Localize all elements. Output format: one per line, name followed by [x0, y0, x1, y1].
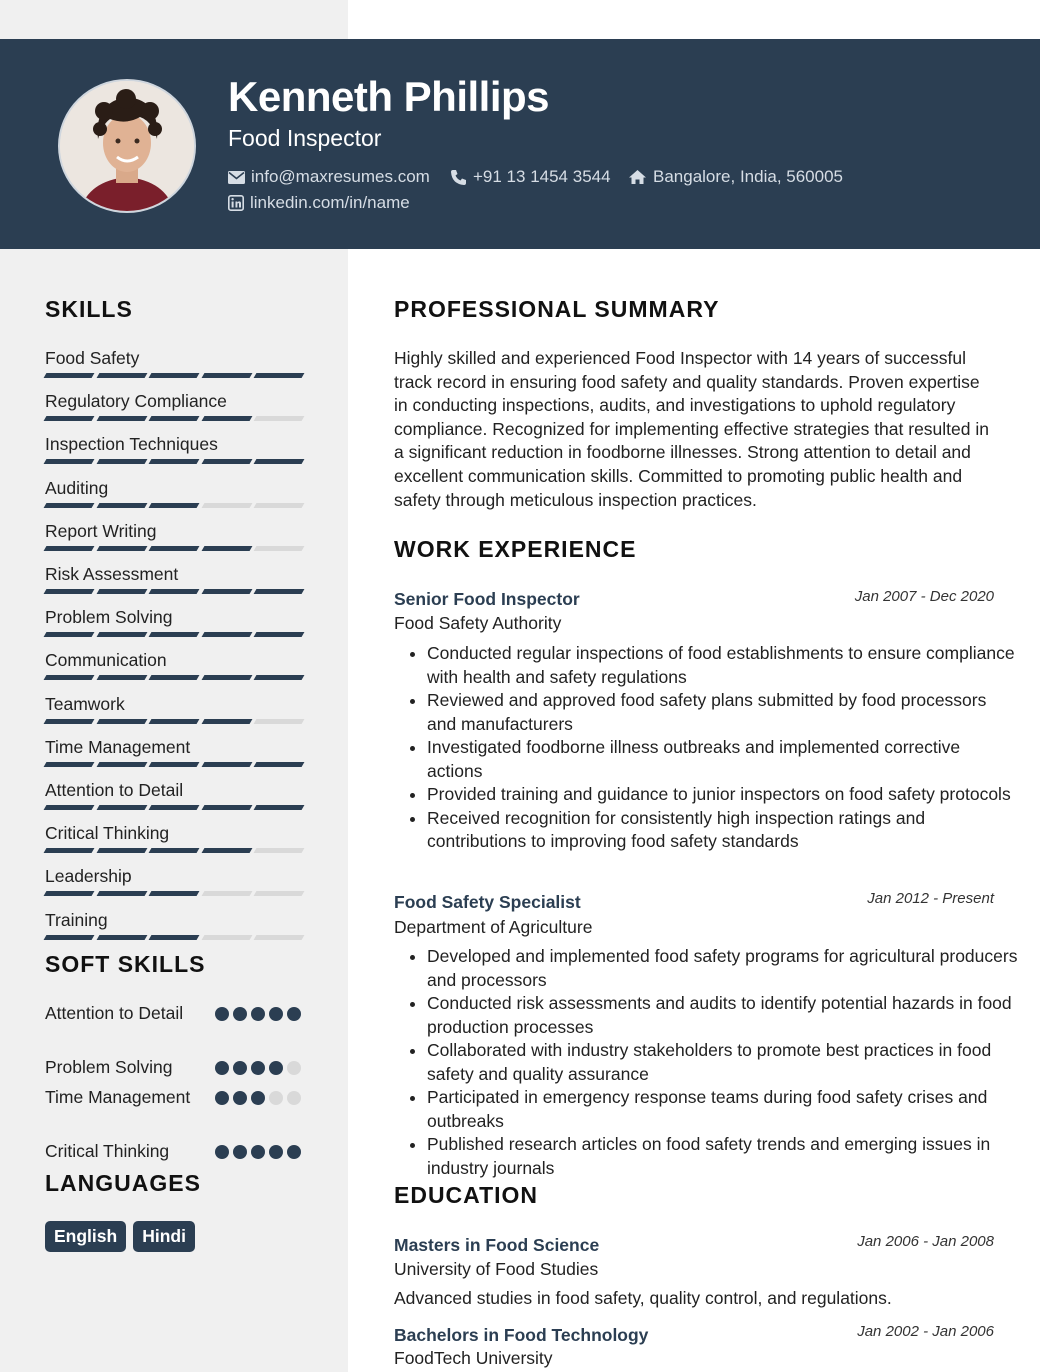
skill-name: Attention to Detail	[45, 780, 184, 800]
skill-name: Communication	[45, 650, 167, 671]
skill-item	[45, 564, 303, 594]
bullet-item: • Collaborated with industry stakeholders to promote best practices in food safety and quality assurance	[427, 1039, 1019, 1086]
rating-segment	[44, 891, 94, 896]
rating-segment	[149, 762, 199, 767]
rating-segment	[254, 891, 304, 896]
skill-item	[45, 694, 303, 724]
rating-dot	[251, 1091, 265, 1105]
rating-segment	[201, 416, 251, 421]
rating-segment	[44, 589, 94, 594]
skill-rating-bar	[45, 546, 303, 551]
rating-segment	[96, 632, 146, 637]
soft-skill-item	[45, 1056, 303, 1079]
soft-skill-rating	[215, 1061, 301, 1075]
rating-segment	[44, 503, 94, 508]
rating-segment	[254, 503, 304, 508]
phone-icon	[450, 169, 467, 186]
rating-segment	[44, 632, 94, 637]
rating-segment	[201, 891, 251, 896]
job-bullets	[404, 945, 1019, 1180]
languages-heading: LANGUAGES	[45, 1170, 201, 1196]
rating-segment	[149, 546, 199, 551]
skill-item	[45, 434, 303, 464]
rating-dot	[269, 1061, 283, 1075]
skill-name: Time Management	[45, 736, 191, 757]
soft-skills-heading: SOFT SKILLS	[45, 951, 206, 977]
skill-name: Training	[45, 909, 108, 930]
skill-rating-bar	[45, 416, 303, 421]
skill-rating-bar	[45, 891, 303, 896]
email-text: info@maxresumes.com	[251, 167, 430, 186]
skill-item	[45, 478, 303, 508]
rating-segment	[44, 416, 94, 421]
soft-skill-item	[45, 1140, 303, 1163]
rating-segment	[201, 805, 251, 810]
rating-dot	[251, 1061, 265, 1075]
skill-rating-bar	[45, 675, 303, 680]
rating-segment	[149, 675, 199, 680]
rating-dot	[269, 1091, 283, 1105]
soft-skill-item	[45, 1002, 303, 1025]
rating-dot	[215, 1007, 229, 1021]
rating-segment	[149, 632, 199, 637]
job-organization: Department of Agriculture	[394, 917, 593, 937]
rating-segment	[201, 546, 251, 551]
soft-skill-rating	[215, 1091, 301, 1105]
rating-segment	[149, 719, 199, 724]
home-icon	[628, 169, 647, 185]
bullet-item: • Published research articles on food safety trends and emerging issues in industry journals	[427, 1133, 1019, 1180]
rating-segment	[149, 589, 199, 594]
skill-rating-bar	[45, 805, 303, 810]
rating-segment	[44, 546, 94, 551]
school-name: University of Food Studies	[394, 1259, 599, 1279]
skill-rating-bar	[45, 503, 303, 508]
rating-segment	[254, 632, 304, 637]
rating-segment	[96, 503, 146, 508]
skill-name: Leadership	[45, 866, 132, 887]
skill-item	[45, 866, 303, 896]
email-contact[interactable]	[228, 167, 430, 187]
rating-segment	[44, 675, 94, 680]
skill-item	[45, 737, 303, 767]
job-date: Jan 2012 - Present	[867, 890, 994, 907]
rating-segment	[96, 719, 146, 724]
rating-dot	[233, 1091, 247, 1105]
skill-rating-bar	[45, 719, 303, 724]
skill-item	[45, 348, 303, 378]
rating-segment	[44, 762, 94, 767]
job-title: Senior Food Inspector	[394, 589, 580, 609]
soft-skill-name: Attention to Detail	[45, 1003, 184, 1023]
bullet-item: • Developed and implemented food safety programs for agricultural producers and processors	[427, 945, 1019, 992]
rating-segment	[254, 762, 304, 767]
rating-segment	[96, 891, 146, 896]
rating-segment	[149, 891, 199, 896]
rating-segment	[254, 719, 304, 724]
rating-dot	[233, 1145, 247, 1159]
avatar-photo	[60, 81, 194, 211]
rating-dot	[287, 1145, 301, 1159]
rating-segment	[201, 589, 251, 594]
education-description: Advanced studies in food safety, quality control, and regulations.	[394, 1288, 892, 1308]
soft-skill-item	[45, 1086, 303, 1109]
rating-dot	[251, 1145, 265, 1159]
rating-dot	[233, 1061, 247, 1075]
rating-segment	[96, 848, 146, 853]
summary-text: Highly skilled and experienced Food Inspector with 14 years of successful track record in ensuring food safety and quality standards. Proven expertise in conducting inspections, audits, and investigations to uphold regulatory compliance. Recognized for implementing effective strategies that resulted in a significant reduction in foodborne illnesses. Strong attention to detail and excellent communication skills. Committed to promoting public health and safety through meticulous inspection practices.	[394, 348, 989, 510]
rating-segment	[254, 848, 304, 853]
rating-segment	[201, 719, 251, 724]
linkedin-contact[interactable]	[228, 193, 410, 213]
rating-segment	[201, 459, 251, 464]
soft-skill-rating	[215, 1145, 301, 1159]
skill-name: Auditing	[45, 477, 109, 498]
rating-segment	[96, 589, 146, 594]
skill-name: Food Safety	[45, 348, 140, 368]
degree-title: Bachelors in Food Technology	[394, 1325, 649, 1345]
bullet-item: • Conducted risk assessments and audits to identify potential hazards in food production processes	[427, 992, 1019, 1039]
bullet-item: • Reviewed and approved food safety plans submitted by food processors and manufacturers	[427, 689, 1019, 736]
rating-segment	[201, 935, 251, 940]
skills-heading: SKILLS	[45, 296, 133, 322]
rating-segment	[44, 805, 94, 810]
rating-segment	[44, 373, 94, 378]
rating-segment	[44, 459, 94, 464]
rating-dot	[287, 1091, 301, 1105]
skill-name: Problem Solving	[45, 607, 173, 628]
rating-segment	[254, 459, 304, 464]
skill-name: Inspection Techniques	[45, 434, 218, 455]
skill-item	[45, 521, 303, 551]
soft-skill-name: Time Management	[45, 1087, 191, 1107]
languages-list	[45, 1221, 195, 1252]
skill-rating-bar	[45, 762, 303, 767]
rating-segment	[96, 546, 146, 551]
linkedin-icon	[228, 195, 244, 211]
rating-dot	[269, 1145, 283, 1159]
rating-segment	[254, 546, 304, 551]
experience-heading: WORK EXPERIENCE	[394, 536, 637, 562]
rating-dot	[215, 1145, 229, 1159]
rating-segment	[44, 719, 94, 724]
rating-dot	[251, 1007, 265, 1021]
bullet-item: • Participated in emergency response teams during food safety crises and outbreaks	[427, 1086, 1019, 1133]
bullet-item: • Conducted regular inspections of food establishments to ensure compliance with health and safety regulations	[427, 642, 1019, 689]
language-badge: Hindi	[133, 1221, 195, 1252]
rating-segment	[44, 848, 94, 853]
rating-segment	[254, 675, 304, 680]
resume-header	[0, 39, 1040, 249]
rating-segment	[96, 762, 146, 767]
skill-item	[45, 780, 303, 810]
job-bullets	[404, 642, 1019, 854]
skill-name: Critical Thinking	[45, 823, 170, 844]
education-heading: EDUCATION	[394, 1182, 539, 1208]
skill-item	[45, 823, 303, 853]
rating-segment	[96, 935, 146, 940]
skill-rating-bar	[45, 848, 303, 853]
rating-dot	[287, 1007, 301, 1021]
skill-item	[45, 607, 303, 637]
rating-segment	[96, 805, 146, 810]
rating-segment	[96, 675, 146, 680]
rating-segment	[96, 416, 146, 421]
candidate-title: Food Inspector	[228, 125, 382, 151]
skill-item	[45, 910, 303, 940]
skill-rating-bar	[45, 373, 303, 378]
envelope-icon	[228, 171, 245, 184]
soft-skill-name: Problem Solving	[45, 1057, 173, 1077]
rating-dot	[215, 1061, 229, 1075]
rating-segment	[254, 935, 304, 940]
rating-segment	[149, 848, 199, 853]
summary-heading: PROFESSIONAL SUMMARY	[394, 296, 720, 322]
linkedin-text: linkedin.com/in/name	[250, 193, 410, 212]
rating-segment	[254, 373, 304, 378]
degree-title: Masters in Food Science	[394, 1235, 600, 1255]
phone-contact[interactable]	[450, 167, 611, 187]
bullet-item: • Investigated foodborne illness outbreaks and implemented corrective actions	[427, 736, 1019, 783]
skill-name: Regulatory Compliance	[45, 391, 227, 412]
soft-skill-name: Critical Thinking	[45, 1141, 170, 1161]
job-organization: Food Safety Authority	[394, 613, 562, 633]
skill-item	[45, 650, 303, 680]
candidate-name: Kenneth Phillips	[228, 73, 550, 120]
skill-rating-bar	[45, 589, 303, 594]
rating-segment	[201, 762, 251, 767]
address-contact	[628, 167, 843, 187]
school-name: FoodTech University	[394, 1348, 553, 1368]
education-date: Jan 2002 - Jan 2006	[857, 1323, 994, 1340]
avatar	[58, 79, 196, 213]
rating-segment	[149, 459, 199, 464]
skill-name: Teamwork	[45, 693, 125, 714]
rating-dot	[269, 1007, 283, 1021]
rating-segment	[149, 935, 199, 940]
rating-dot	[215, 1091, 229, 1105]
address-text: Bangalore, India, 560005	[653, 167, 843, 186]
job-title: Food Safety Specialist	[394, 892, 581, 912]
phone-text: +91 13 1454 3544	[473, 167, 611, 186]
rating-segment	[254, 416, 304, 421]
rating-segment	[96, 459, 146, 464]
skill-rating-bar	[45, 935, 303, 940]
rating-segment	[201, 373, 251, 378]
education-date: Jan 2006 - Jan 2008	[857, 1233, 994, 1250]
skill-name: Report Writing	[45, 520, 157, 541]
bullet-item: • Received recognition for consistently high inspection ratings and contributions to improving food safety standards	[427, 807, 1019, 854]
rating-segment	[254, 589, 304, 594]
job-date: Jan 2007 - Dec 2020	[854, 588, 994, 605]
rating-dot	[233, 1007, 247, 1021]
skill-rating-bar	[45, 632, 303, 637]
rating-segment	[201, 632, 251, 637]
rating-segment	[149, 805, 199, 810]
rating-segment	[149, 503, 199, 508]
rating-segment	[149, 373, 199, 378]
rating-segment	[201, 503, 251, 508]
rating-segment	[201, 675, 251, 680]
rating-dot	[287, 1061, 301, 1075]
skill-item	[45, 391, 303, 421]
rating-segment	[96, 373, 146, 378]
rating-segment	[149, 416, 199, 421]
skill-name: Risk Assessment	[45, 564, 179, 584]
rating-segment	[254, 805, 304, 810]
rating-segment	[44, 935, 94, 940]
rating-segment	[201, 848, 251, 853]
language-badge: English	[45, 1221, 126, 1252]
soft-skill-rating	[215, 1007, 301, 1021]
skill-rating-bar	[45, 459, 303, 464]
bullet-item: • Provided training and guidance to junior inspectors on food safety protocols	[427, 783, 1019, 807]
